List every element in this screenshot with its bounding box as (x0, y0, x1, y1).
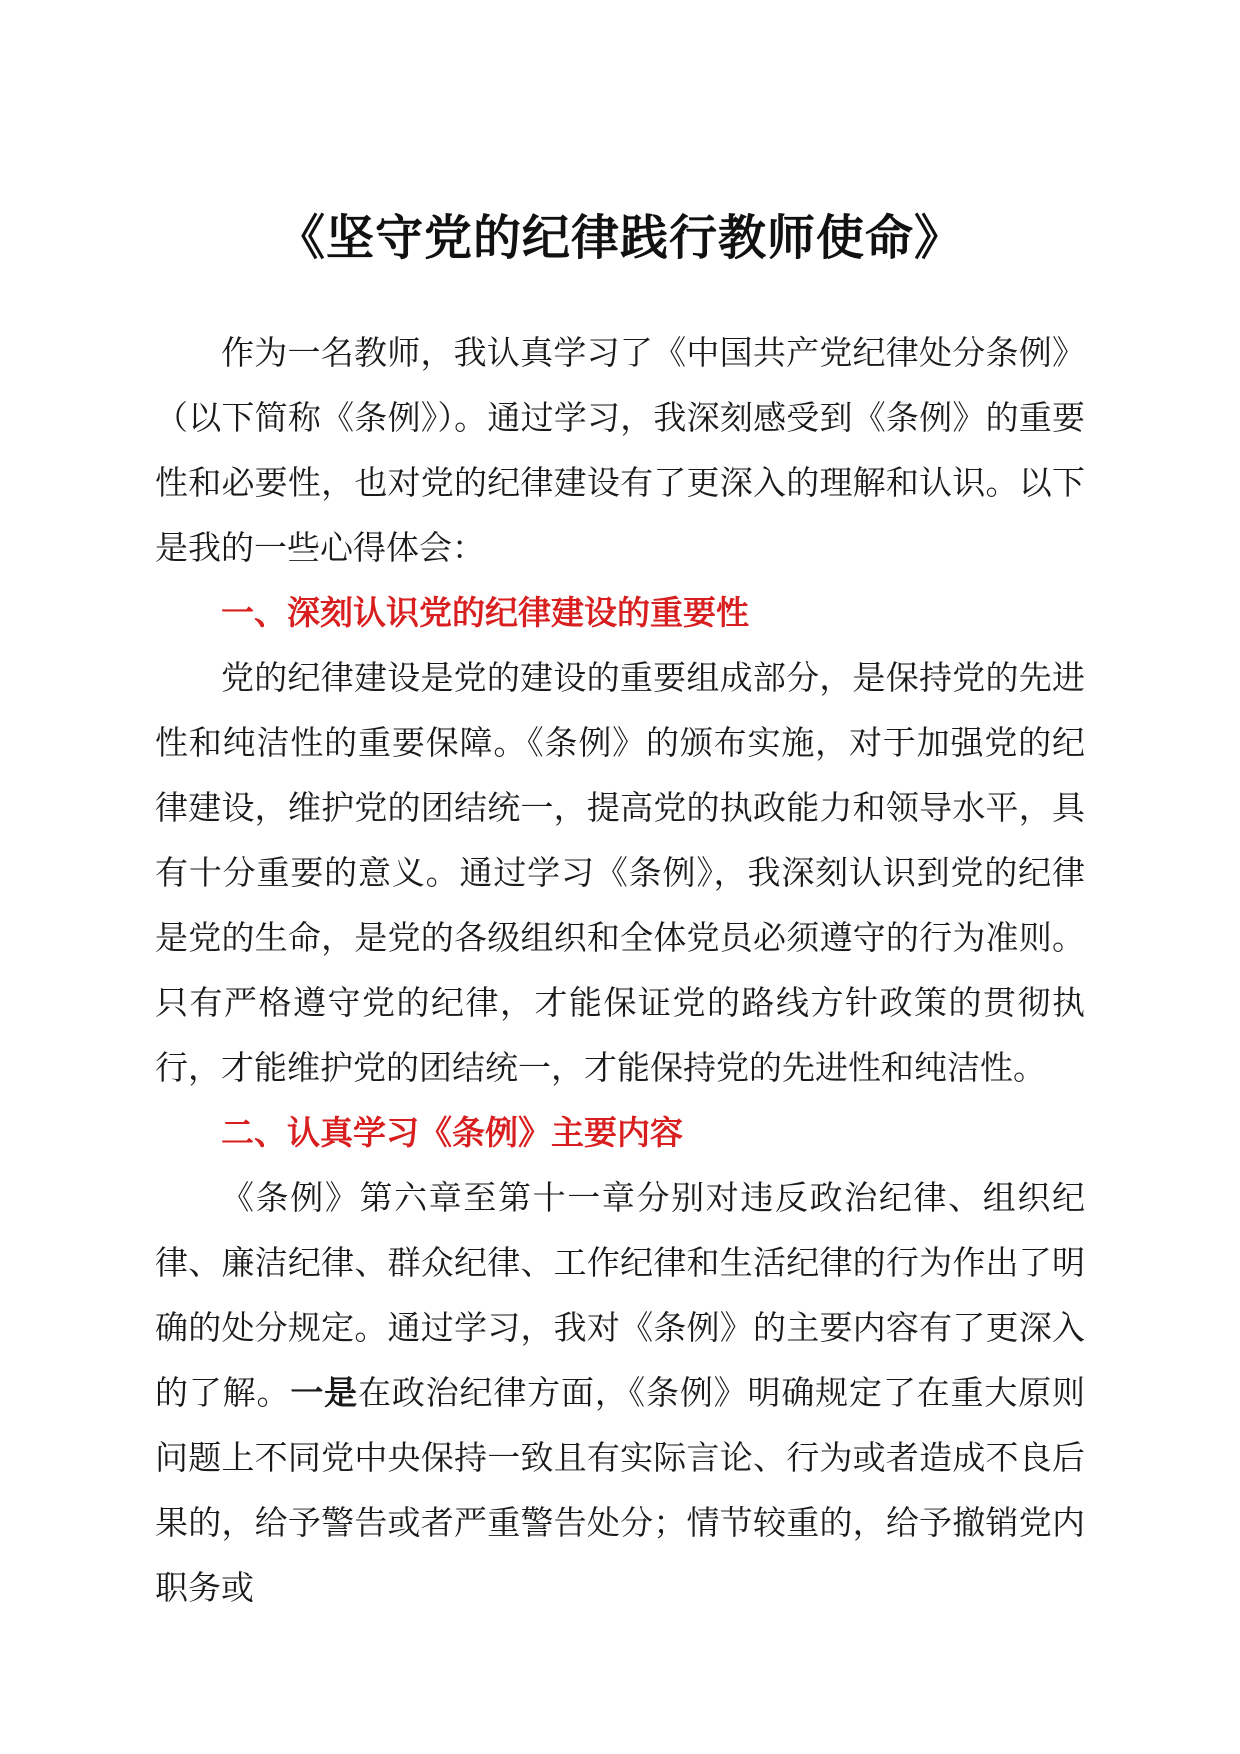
section-2-lead-label: 一是 (290, 1373, 359, 1412)
section-1-paragraph: 党的纪律建设是党的建设的重要组成部分，是保持党的先进性和纯洁性的重要保障。《条例》的颁布实施，对于加强党的纪律建设，维护党的团结统一，提高党的执政能力和领导水平，具有十分重要的意义。通过学习《条例》，我深刻认识到党的纪律是党的生命，是党的各级组织和全体党员必须遵守的行为准则。只有严格遵守党的纪律，才能保证党的路线方针政策的贯彻执行，才能维护党的团结统一，才能保持党的先进性和纯洁性。 (155, 658, 1085, 1087)
intro-paragraph: 作为一名教师，我认真学习了《中国共产党纪律处分条例》（以下简称《条例》）。通过学习，我深刻感受到《条例》的重要性和必要性，也对党的纪律建设有了更深入的理解和认识。以下是我的一些心得体会： (155, 333, 1085, 567)
document-body (155, 320, 1085, 1620)
section-2-text-part2: 在政治纪律方面，《条例》明确规定了在重大原则问题上不同党中央保持一致且有实际言论、行为或者造成不良后果的，给予警告或者严重警告处分；情节较重的，给予撤销党内职务或 (155, 1373, 1086, 1607)
section-2-heading: 二、认真学习《条例》主要内容 (221, 1113, 683, 1152)
section-2-text-part1: 《条例》第六章至第十一章分别对违反政治纪律、组织纪律、廉洁纪律、群众纪律、工作纪律和生活纪律的行为作出了明确的处分规定。通过学习，我对《条例》的主要内容有了更深入的了解。 (155, 1178, 1085, 1412)
section-2-paragraph (155, 1165, 1085, 1620)
section-1-heading: 一、深刻认识党的纪律建设的重要性 (221, 593, 749, 632)
document-title: 《坚守党的纪律践行教师使命》 (276, 210, 963, 266)
